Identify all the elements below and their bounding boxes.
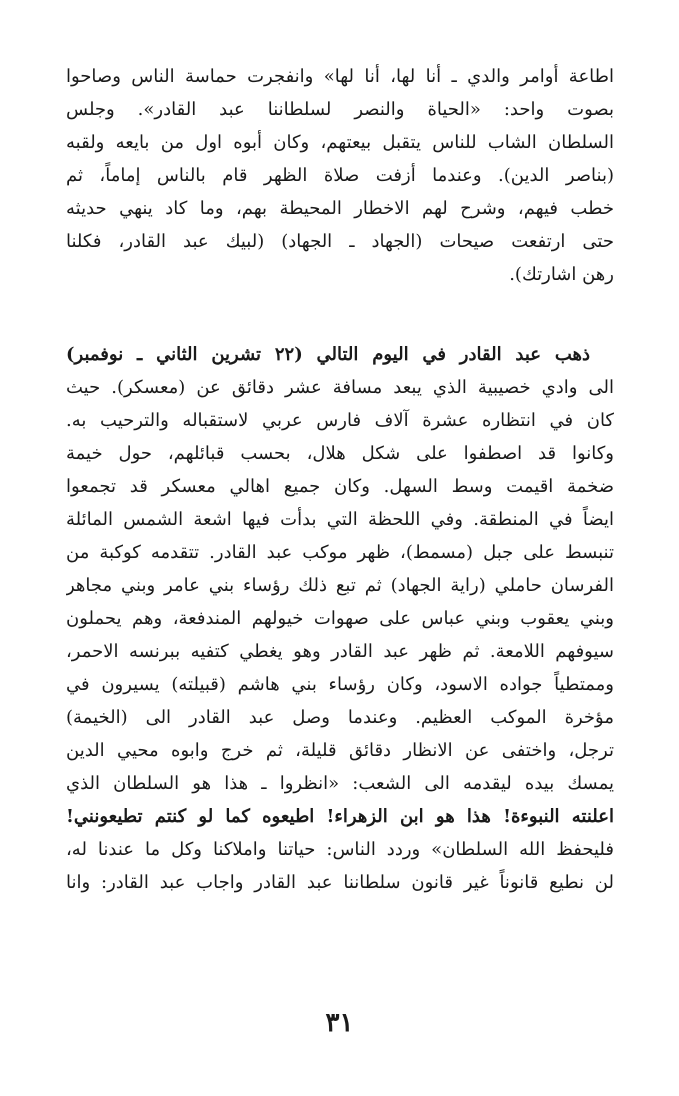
text-line: كان في انتظاره عشرة آلاف فارس عربي لاستقباله والترحيب به.	[66, 410, 614, 431]
text-line: رهن اشارتك).	[509, 264, 614, 285]
text-line: وكانوا قد اصطفوا على شكل هلال، بحسب قبائلهم، حول خيمة	[66, 443, 614, 464]
text-line: مؤخرة الموكب العظيم. وعندما وصل عبد القادر الى (الخيمة)	[66, 707, 614, 728]
text-line: تنبسط على جبل (مسمط)، ظهر موكب عبد القادر. تتقدمه كوكبة من	[66, 542, 614, 563]
text-line: فليحفظ الله السلطان» وردد الناس: حياتنا واملاكنا وكل ما عندنا له،	[66, 839, 614, 860]
text-line: (بناصر الدين). وعندما أزفت صلاة الظهر قام بالناس إماماً، ثم	[66, 165, 614, 186]
text-line: سيوفهم اللامعة. ثم ظهر عبد القادر وهو يغطي كتفيه ببرنسه الاحمر،	[66, 641, 614, 662]
page-number: ٣١	[325, 1008, 354, 1038]
text-line: اطاعة أوامر والدي ـ أنا لها، أنا لها» وانفجرت حماسة الناس وصاحوا	[66, 66, 614, 87]
paragraph-2	[66, 338, 614, 899]
paragraph-1	[66, 60, 614, 291]
text-line: وممتطياً جواده الاسود، وكان رؤساء بني هاشم (قبيلته) يسيرون في	[66, 674, 614, 695]
text-line: خطب فيهم، وشرح لهم الاخطار المحيطة بهم، وما كاد ينهي حديثه	[66, 198, 614, 219]
text-line: ذهب عبد القادر في اليوم التالي (٢٢ تشرين الثاني ـ نوفمبر)	[66, 344, 590, 365]
text-line: بصوت واحد: «الحياة والنصر لسلطاننا عبد القادر». وجلس	[66, 99, 614, 120]
text-line: وبني يعقوب وبني عباس على صهوات خيولهم المندفعة، وهم يحملون	[66, 608, 614, 629]
text-line: الفرسان حاملي (راية الجهاد) ثم تبع ذلك رؤساء بني عامر وبني مجاهر	[66, 575, 614, 596]
text-line: ترجل، واختفى عن الانظار دقائق قليلة، ثم خرج وابوه محيي الدين	[66, 740, 614, 761]
text-line: لن نطيع قانوناً غير قانون سلطاننا عبد القادر واجاب عبد القادر: وانا	[66, 872, 614, 893]
text-line: الى وادي خصيبية الذي يبعد مسافة عشر دقائق عن (معسكر). حيث	[66, 377, 614, 398]
text-line: حتى ارتفعت صيحات (الجهاد ـ الجهاد) (لبيك عبد القادر، فكلنا	[66, 231, 614, 252]
text-line: السلطان الشاب للناس يتقبل بيعتهم، وكان أبوه اول من بايعه ولقبه	[66, 132, 614, 153]
text-line: يمسك بيده ليقدمه الى الشعب: «انظروا ـ هذا هو السلطان الذي	[66, 773, 614, 794]
text-line: ايضاً في المنطقة. وفي اللحظة التي بدأت فيها اشعة الشمس المائلة	[66, 509, 614, 530]
text-line: اعلنته النبوءة! هذا هو ابن الزهراء! اطيعوه كما لو كنتم تطيعونني!	[66, 806, 614, 827]
text-line: ضخمة اقيمت وسط السهل. وكان جميع اهالي معسكر قد تجمعوا	[66, 476, 614, 497]
